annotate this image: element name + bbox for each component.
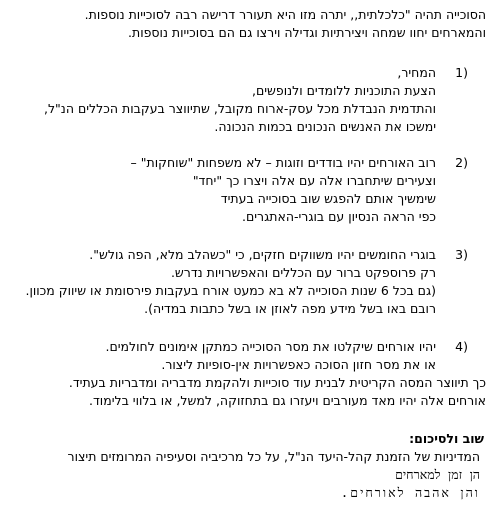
section-2-number: 2) xyxy=(455,155,468,170)
section-3-line-3: (גם בכל 6 שנות הסוכייה לא בא כמעט אורח בעקבות פירסומת או שיווק מכוון. xyxy=(25,283,436,298)
section-4-line-3: כך תיווצר המסה הקריטית לבנית עוד סוכייות ולהקמת מדבריה ומדבריות בעתיד. xyxy=(68,375,486,390)
section-1-number: 1) xyxy=(455,65,468,80)
section-3-line-1: בוגרי החומשים יהיו משווקים חזקים, כי "כשהלב מלא, הפה גולש". xyxy=(89,247,436,262)
section-3-line-2: רק פרוספקט ברור עם הכללים והאפשרויות נדרש. xyxy=(170,265,436,280)
section-1-line-4: ימשכו את האנשים הנכונים בכמות הנכונה. xyxy=(214,119,436,134)
section-4-line-4: אורחים אלה יהיו מאד מעורבים ויעזרו גם בתחזוקה, למשל, או בלווי בלימוד. xyxy=(89,393,486,408)
section-3-number: 3) xyxy=(455,247,468,262)
section-2-line-4: כפי הראה הנסיון עם בוגרי-האתגרים. xyxy=(241,209,436,224)
intro-line-1: הסוכייה תהיה "כלכלתית,, יתרה מזו היא תעורר דרישה רבה לסוכייות נוספות. xyxy=(84,7,486,22)
section-1-line-2: הצעת התוכניות ללומדים ולנופשים, xyxy=(251,83,436,98)
section-1-line-1: המחיר, xyxy=(397,65,436,80)
section-1-line-3: והתדמית הנבדלת מכל עסק-ארוח מקובל, שתיווצר בעקבות הכללים הנ"ל, xyxy=(43,101,436,116)
section-4-number: 4) xyxy=(455,339,468,354)
section-4-line-2: או את מסר חזון הסוכה כאפשרויות אין-סופיות ליצור. xyxy=(161,357,436,372)
summary-line-3: והן אהבה לאורחים. xyxy=(340,485,480,500)
summary-line-2: הן זמן למארחים xyxy=(395,467,480,482)
section-4-line-1: יהיו אורחים שיקלטו את מסר הסוכייה כמתקן אימונים לחולמים. xyxy=(105,339,436,354)
intro-line-2: והמארחים יחוו שמחה ויצירתיות וגדילה וירצו גם הם בסוכייות נוספות. xyxy=(128,25,486,40)
section-2-line-1: רוב האורחים יהיו בודדים וזוגות – לא משפחות "שוחקות" – xyxy=(130,155,436,170)
section-2-line-3: שימשיך אותם להפגש שוב בסוכייה בעתיד xyxy=(220,191,436,206)
section-3-line-4: רובם באו בשל מידע מפה לאוזן או בשל כתבות במדיה). xyxy=(144,301,436,316)
summary-title: שוב ולסיכום: xyxy=(409,431,484,446)
section-2-line-2: וצעירים שיתחברו אלה עם אלה ויצרו כך "יחד" xyxy=(192,173,436,188)
summary-line-1: המדיניות של הזמנת קהל-היעד הנ"ל, על כל מרכיביה וסעיפיה המרומזים תיצור xyxy=(67,449,480,464)
